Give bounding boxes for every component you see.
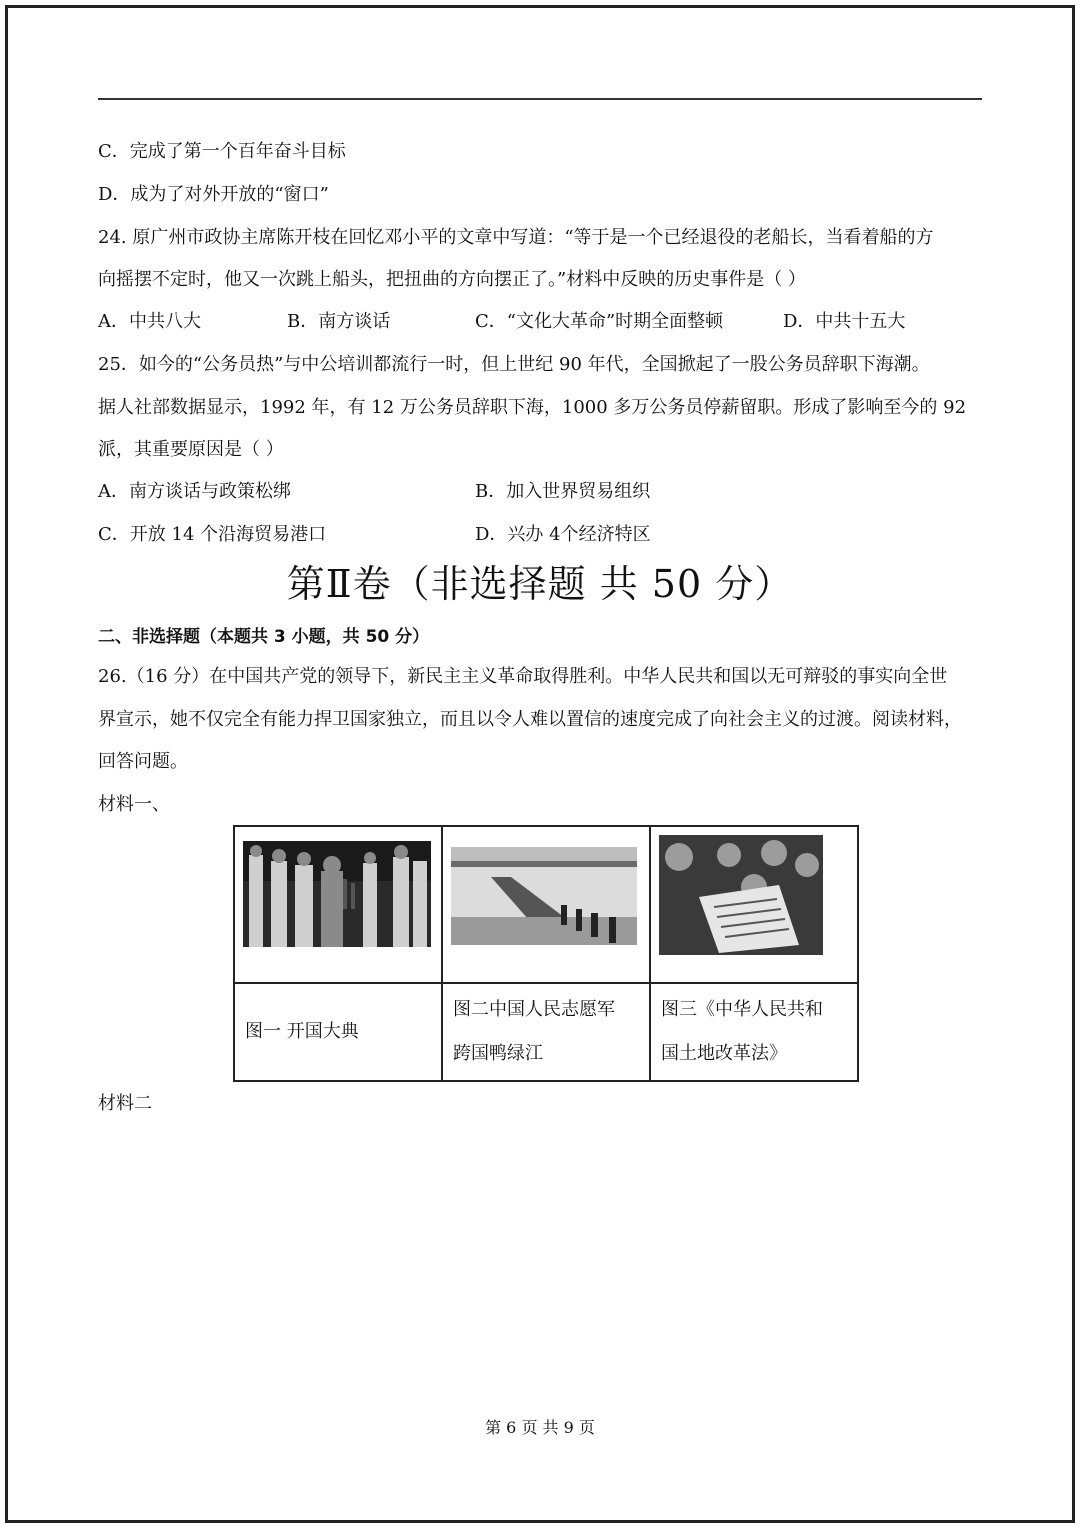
yalu-river-crossing-photo: [451, 847, 637, 945]
material-1-label: 材料一、: [98, 794, 170, 815]
q26-stem-line3: 回答问题。: [98, 751, 188, 772]
section-title: 第Ⅱ卷（非选择题 共 50 分）: [286, 562, 794, 606]
q25-option-a: A．南方谈话与政策松绑: [98, 481, 291, 502]
q24-option-b: B．南方谈话: [287, 311, 391, 332]
caption-1-line1: 图一 开国大典: [245, 1021, 359, 1042]
q24-option-a: A．中共八大: [98, 311, 201, 332]
caption-3: [650, 983, 858, 1081]
material-table: [233, 825, 859, 1082]
q26-stem-line2: 界宣示，她不仅完全有能力捍卫国家独立，而且以令人难以置信的速度完成了向社会主义的过渡。阅读材料，: [98, 709, 962, 730]
q23-option-d: D．成为了对外开放的“窗口”: [98, 184, 329, 205]
material-2-label: 材料二: [98, 1093, 152, 1114]
q24-option-c: C．“文化大革命”时期全面整顿: [475, 311, 724, 332]
q26-stem-line1: 26.（16 分）在中国共产党的领导下，新民主主义革命取得胜利。中华人民共和国以无可辩驳的事实向全世: [98, 666, 948, 687]
q24-stem-line1: 24. 原广州市政协主席陈开枝在回忆邓小平的文章中写道：“等于是一个已经退役的老船长，当看着船的方: [98, 227, 934, 248]
photo-cell-3: [650, 826, 858, 983]
q25-stem-line3: 派，其重要原因是（ ）: [98, 439, 284, 460]
q25-option-d: D．兴办 4个经济特区: [475, 524, 651, 545]
page-number: 第 6 页 共 9 页: [485, 1418, 595, 1437]
q24-stem-line2: 向摇摆不定时，他又一次跳上船头，把扭曲的方向摆正了。”材料中反映的历史事件是（ ）: [98, 269, 806, 290]
caption-3-line2: 国土地改革法》: [661, 1043, 787, 1064]
photo-cell-1: [234, 826, 442, 983]
caption-2: [442, 983, 650, 1081]
q25-stem-line1: 25．如今的“公务员热”与中公培训都流行一时，但上世纪 90 年代，全国掀起了一股公务员辞职下海潮。: [98, 354, 930, 375]
caption-3-line1: 图三《中华人民共和: [661, 999, 823, 1020]
q25-option-b: B．加入世界贸易组织: [475, 481, 651, 502]
q25-option-c: C．开放 14 个沿海贸易港口: [98, 524, 327, 545]
q23-option-c: C．完成了第一个百年奋斗目标: [98, 141, 346, 162]
header-rule: [98, 98, 982, 100]
q25-stem-line2: 据人社部数据显示，1992 年，有 12 万公务员辞职下海，1000 多万公务员停薪留职。形成了影响至今的 92: [98, 397, 967, 418]
q24-option-d: D．中共十五大: [783, 311, 906, 332]
land-reform-law-photo: [659, 835, 823, 955]
caption-2-line2: 跨国鸭绿江: [453, 1043, 543, 1064]
caption-1: [234, 983, 442, 1081]
founding-ceremony-photo: [243, 841, 431, 947]
caption-2-line1: 图二中国人民志愿军: [453, 999, 615, 1020]
section-subtitle: 二、非选择题（本题共 3 小题，共 50 分）: [98, 627, 430, 647]
photo-cell-2: [442, 826, 650, 983]
